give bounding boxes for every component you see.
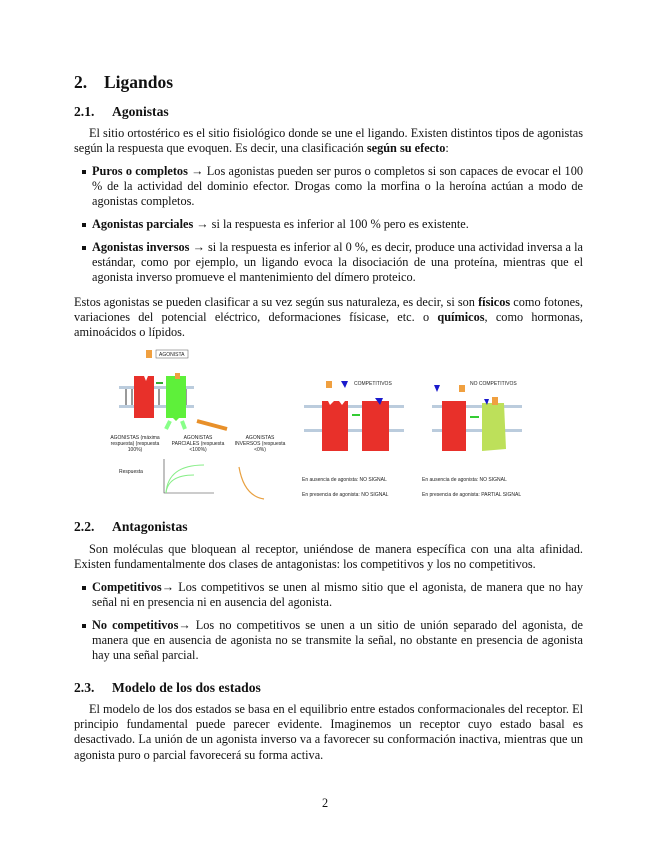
bullet-inversos: Agonistas inversos → si la respuesta es inferior al 0 %, es decir, produce una actividad inversa a la estándar, como por ejemplo, un ligando evoca la disociación de una proteína, mientras que el agonista inverso promueve el mantenimiento del dímero proteico. — [92, 240, 584, 285]
competitive-presence: En presencia de agonista: NO SIGNAL — [302, 492, 389, 498]
inverse-response-curve — [239, 467, 264, 499]
bullet-competitivos: Competitivos→ Los competitivos se unen al mismo sitio que el agonista, de manera que no hay señal ni en presencia ni en ausencia del agonista. — [92, 580, 583, 610]
partial-response-curve — [166, 475, 194, 493]
competitive-title: COMPETITIVOS — [354, 381, 392, 387]
response-axes — [164, 459, 214, 493]
section-heading: 2. Ligandos — [74, 72, 174, 92]
agonist-ligand-icon — [146, 350, 152, 358]
modelo-text: El modelo de los dos estados se basa en el equilibrio entre estados conformacionales del receptor. El principio fundamental puede parecer evidente. Imaginemos un receptor cuyo estado basal es desactivado. La unión de un agonista inverso va a favorecer su conformación inactiva, mientras que un agonista puro o parcial favorecerá su forma activa. — [74, 702, 583, 762]
competitive-absence: En ausencia de agonista: NO SIGNAL — [302, 477, 387, 483]
subsection-heading-antagonistas: 2.2. Antagonistas — [74, 519, 188, 534]
agonistas-classification: Estos agonistas se pueden clasificar a su vez según sus naturaleza, es decir, si son físicos como fotones, variaciones del potencial eléctrico, deformaciones físicase, etc. o químicos, como hormonas, aminoácidos o lípidos. — [74, 295, 583, 340]
noncompetitive-absence: En ausencia de agonista: NO SIGNAL — [422, 477, 507, 483]
active-receptor-icon — [166, 376, 186, 421]
partial-agonist-label: AGONISTAS PARCIALES (respuesta <100%) — [171, 435, 225, 453]
subsection-heading-agonistas: 2.1. Agonistas — [74, 104, 169, 119]
bullet-no-competitivos: No competitivos→ Los no competitivos se unen a un sitio de unión separado del agonista, de manera que en ausencia de agonista no se transmite la señal, no obstante en presencia de agonista hay una señal parcial. — [92, 618, 583, 663]
page-number: 2 — [322, 796, 329, 810]
bullet-puros: Puros o completos → Los agonistas pueden ser puros o completos si son capaces de evocar el 100 % de la actividad del dominio efector. Drogas como la morfina o la heroína actúan a modo de agonistas completos. — [92, 164, 583, 209]
agonist-label: AGONISTA — [159, 352, 185, 358]
full-response-curve — [166, 465, 204, 493]
competitive-panel — [302, 381, 404, 498]
agonistas-intro: El sitio ortostérico es el sitio fisiológico donde se une el ligando. Existen distintos tipos de agonistas según la respuesta que evoquen. Es decir, una clasificación según su efecto: — [74, 126, 583, 156]
agonist-panel — [119, 350, 264, 499]
antagonist-icon — [341, 381, 348, 388]
receptor-figure — [104, 343, 554, 503]
noncompetitive-title: NO COMPETITIVOS — [470, 381, 517, 387]
antagonistas-intro: Son moléculas que bloquean al receptor, uniéndose de manera específica con una alta afinidad. Existen fundamentalmente dos clases de antagonistas: los competitivos y los no competitivos. — [74, 542, 583, 572]
inverse-agonist-label: AGONISTAS INVERSOS (respuesta <0%) — [234, 435, 286, 453]
bullet-parciales: Agonistas parciales → si la respuesta es inferior al 100 % pero es existente. — [92, 217, 583, 232]
full-agonist-label: AGONISTAS (máxima respuesta) (respuesta 100%) — [110, 435, 160, 453]
inactive-receptor-icon — [134, 376, 154, 418]
noncompetitive-panel — [422, 381, 522, 498]
receptor-figure-drawing — [104, 343, 554, 503]
green-arrows-icon — [166, 421, 185, 429]
response-axis-label: Respuesta — [119, 469, 143, 475]
arrow-icon — [197, 421, 227, 429]
noncompetitive-presence: En presencia de agonista: PARTIAL SIGNAL — [422, 492, 522, 498]
subsection-heading-modelo: 2.3. Modelo de los dos estados — [74, 680, 261, 695]
